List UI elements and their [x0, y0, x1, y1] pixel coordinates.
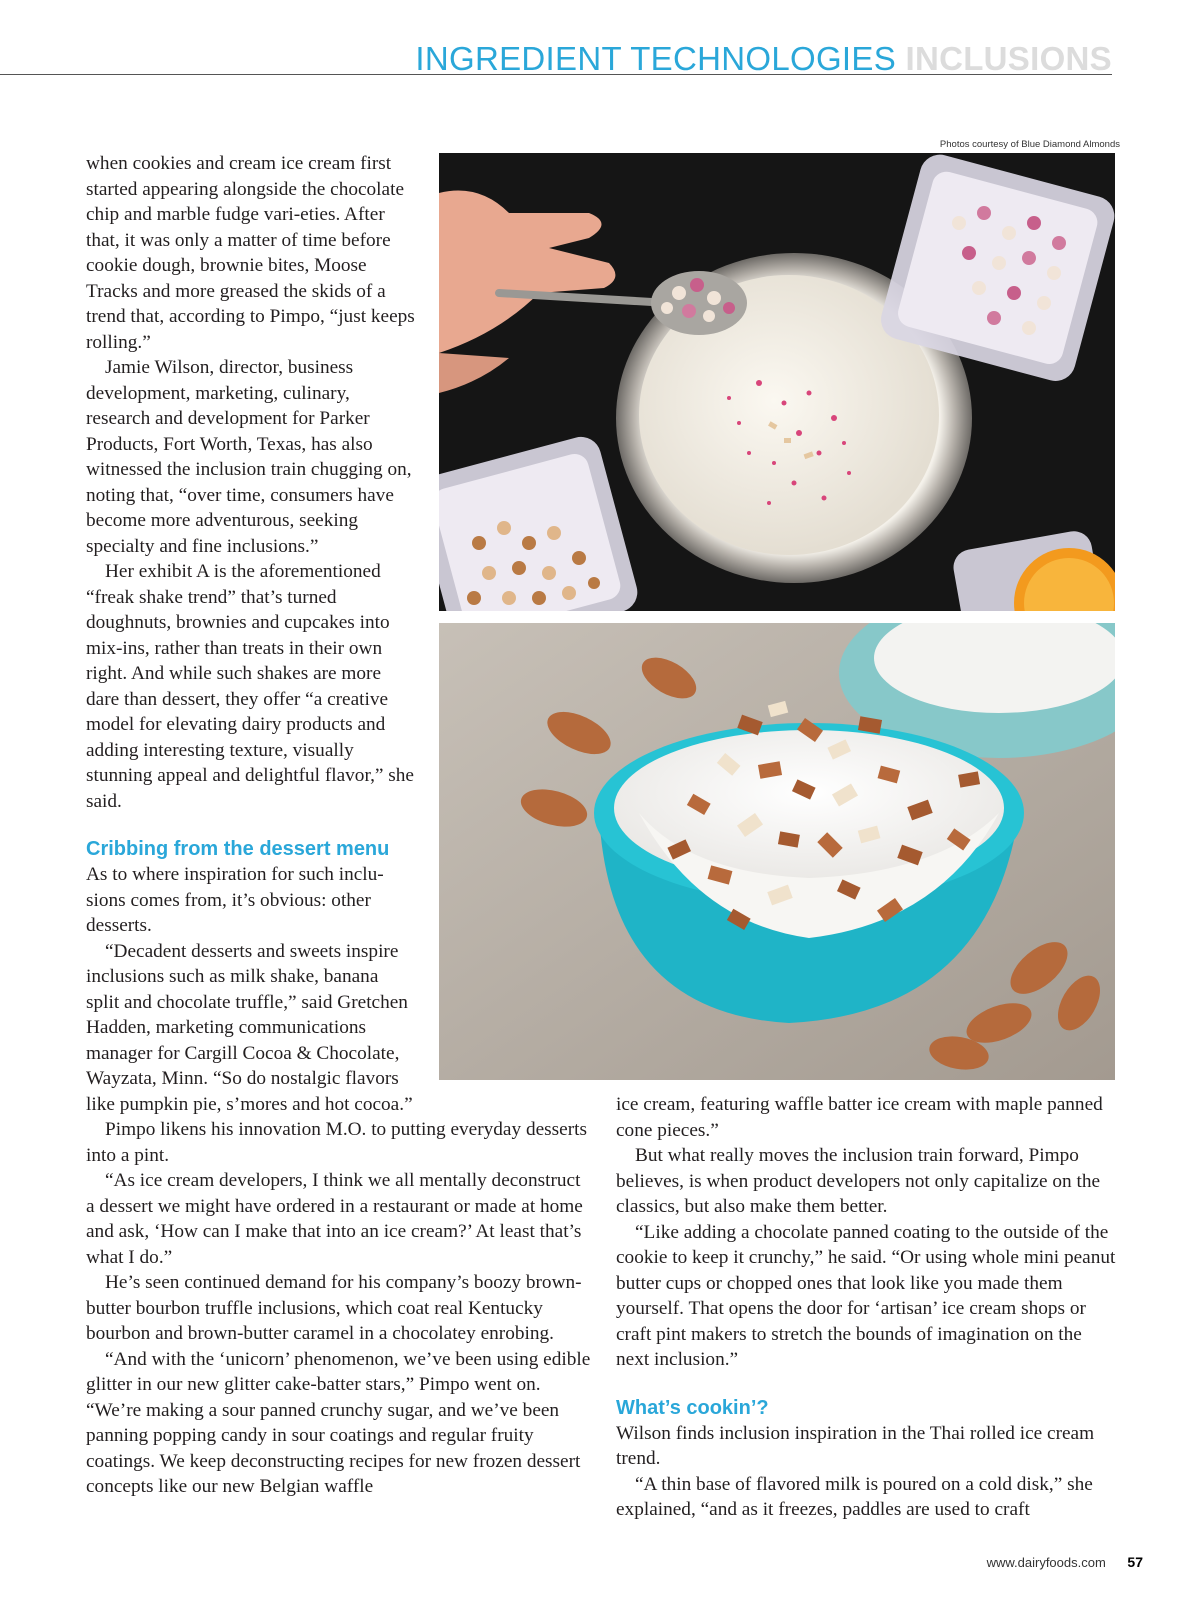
body-paragraph: He’s seen continued demand for his company’s boozy brown-butter bourbon truffle inclusions, which coat real Kentucky bourbon and brown-butter caramel in a chocolatey enrobing.: [86, 1272, 582, 1344]
body-paragraph: Jamie Wilson, director, business development, marketing, culinary, research and development for Parker Products, Fort Worth, Texas, has also witnessed the inclusion train chugging on, noting that, “over time, consumers have become more adventurous, seeking specialty and fine inclusions.”: [86, 357, 412, 557]
body-paragraph: Wilson finds inclusion inspiration in the Thai rolled ice cream trend.: [616, 1422, 1095, 1469]
subheading-cribbing: Cribbing from the dessert menu: [86, 838, 390, 860]
photo-credit: Photos courtesy of Blue Diamond Almonds: [939, 139, 1120, 150]
ice-cream-bowl-photo: [439, 153, 1115, 611]
body-paragraph: “Like adding a chocolate panned coating to the outside of the cookie to keep it crunchy,” he said. “Or using whole mini peanut butter cups or chopped ones that look like you made them yourself. That opens the door for ‘artisan’ ice cream shops or craft pint makers to stretch the bounds of imagination on the next inclusion.”: [616, 1221, 1116, 1370]
footer-url: www.dairyfoods.com: [986, 1555, 1106, 1570]
body-paragraph: “And with the ‘unicorn’ phenomenon, we’ve been using edible glitter in our new glitter cake-batter stars,” Pimpo went on. “We’re making a sour panned crunchy sugar, and we’ve been panning popping candy in sour coatings and regular fruity coatings. We keep deconstructing recipes for new frozen dessert concepts like our new Belgian waffle: [86, 1348, 591, 1497]
body-paragraph: “Decadent desserts and sweets inspire inclusions such as milk shake, banana split and chocolate truffle,” said Gretchen Hadden, marketing communications manager for Cargill Cocoa & Chocolate, Wayzata, Minn. “So do nostalgic flavors like pumpkin pie, s’mores and hot cocoa.”: [86, 940, 413, 1115]
column-c: [616, 1092, 1116, 1523]
body-paragraph: As to where inspiration for such inclu-sions comes from, it’s obvious: other desserts.: [86, 864, 384, 936]
section-header: [415, 42, 1112, 75]
body-paragraph: Pimpo likens his innovation M.O. to putting everyday desserts into a pint.: [86, 1119, 587, 1166]
body-paragraph: ice cream, featuring waffle batter ice cream with maple panned cone pieces.”: [616, 1094, 1103, 1141]
body-paragraph: “As ice cream developers, I think we all mentally deconstruct a dessert we might have ordered in a restaurant or made at home and ask, ‘How can I make that into an ice cream?’ At least that’s what I do.”: [86, 1170, 583, 1268]
column-b: [86, 1117, 591, 1500]
body-paragraph: when cookies and cream ice cream first started appearing alongside the chocolate chip and marble fudge vari-eties. After that, it was only a matter of time before cookie dough, brownie bites, Moose Tracks and more greased the skids of a trend that, according to Pimpo, “just keeps rolling.”: [86, 153, 415, 353]
page-number: 57: [1127, 1554, 1143, 1570]
almond-ice-cream-photo: [439, 623, 1115, 1080]
page-footer: [987, 1554, 1143, 1570]
body-paragraph: “A thin base of flavored milk is poured on a cold disk,” she explained, “and as it freezes, paddles are used to craft: [616, 1473, 1093, 1520]
body-paragraph: Her exhibit A is the aforementioned “freak shake trend” that’s turned doughnuts, brownies and cupcakes into mix-ins, rather than treats in their own right. And while such shakes are more dare than dessert, they offer “a creative model for elevating dairy products and adding interesting texture, visually stunning appeal and delightful flavor,” she said.: [86, 561, 414, 812]
header-topic: INCLUSIONS: [905, 40, 1112, 77]
header-section: INGREDIENT TECHNOLOGIES: [415, 40, 897, 77]
subheading-whats-cookin: What’s cookin’?: [616, 1396, 769, 1419]
body-paragraph: But what really moves the inclusion train forward, Pimpo believes, is when product developers not only capitalize on the classics, but also make them better.: [616, 1145, 1101, 1217]
column-a: [86, 151, 416, 1117]
